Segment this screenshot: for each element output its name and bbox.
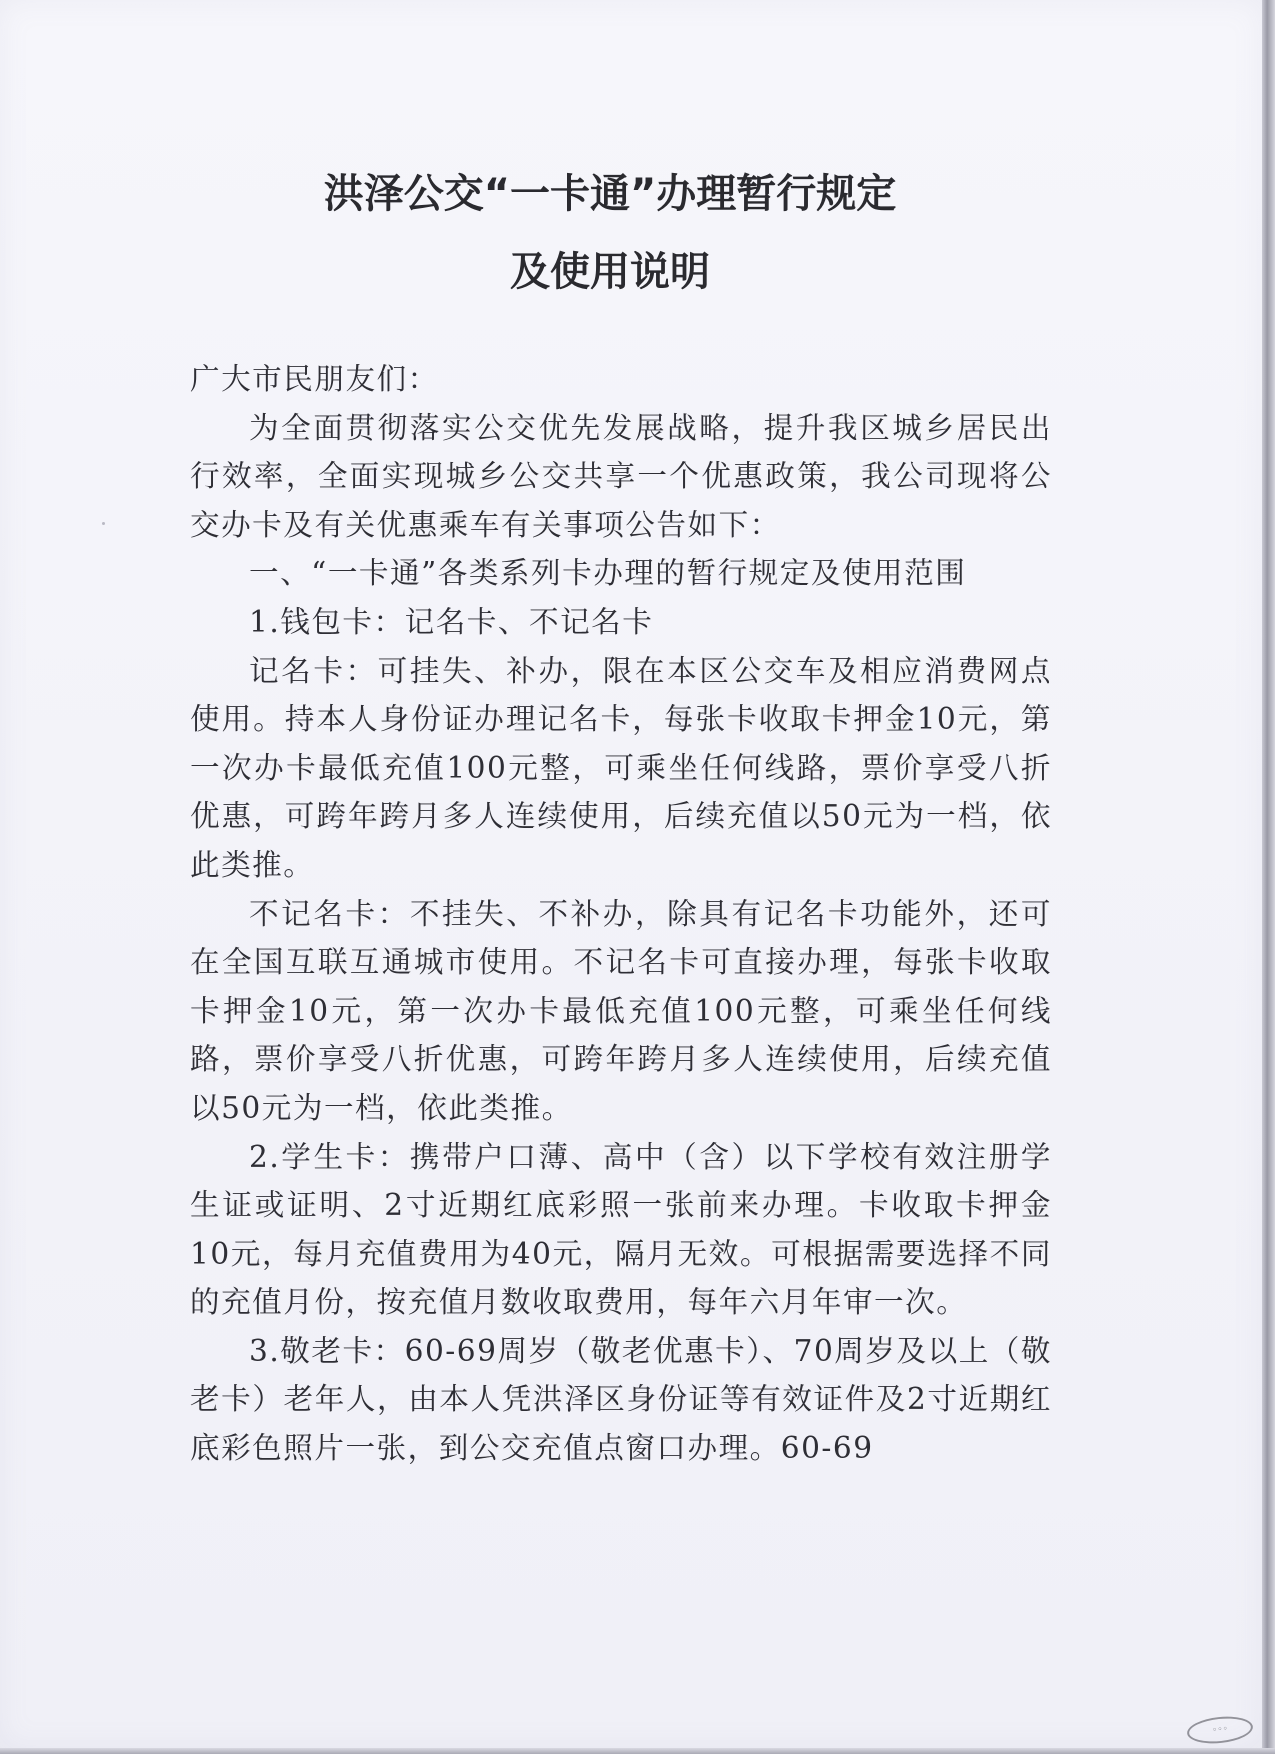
paragraph-student-card: 2.学生卡：携带户口薄、高中（含）以下学校有效注册学生证或证明、2寸近期红底彩照一张前来办理。卡收取卡押金10元，每月充值费用为40元，隔月无效。可根据需要选择不同的充值月份，按充值月数收取费用，每年六月年审一次。 bbox=[190, 1139, 1052, 1320]
title-line-2: 及使用说明 bbox=[510, 249, 710, 295]
scan-edge-bottom bbox=[0, 1748, 1275, 1754]
scan-edge-right bbox=[1262, 0, 1275, 1754]
document-title bbox=[0, 155, 1220, 311]
document-body bbox=[190, 355, 1052, 1473]
section-heading-1: 一、“一卡通”各类系列卡办理的暂行规定及使用范围 bbox=[249, 556, 967, 591]
title-line-1: 洪泽公交“一卡通”办理暂行规定 bbox=[323, 171, 897, 217]
paragraph-intro: 为全面贯彻落实公交优先发展战略，提升我区城乡居民出行效率，全面实现城乡公交共享一个优惠政策，我公司现将公交办卡及有关优惠乘车有关事项公告如下： bbox=[190, 410, 1052, 542]
scanner-stamp-logo: ◦◦◦ bbox=[1186, 1714, 1254, 1747]
paragraph-registered-card: 记名卡：可挂失、补办，限在本区公交车及相应消费网点使用。持本人身份证办理记名卡，每张卡收取卡押金10元，第一次办卡最低充值100元整，可乘坐任何线路，票价享受八折优惠，可跨年跨月多人连续使用，后续充值以50元为一档，依此类推。 bbox=[190, 653, 1052, 882]
paragraph-unregistered-card: 不记名卡：不挂失、不补办，除具有记名卡功能外，还可在全国互联互通城市使用。不记名卡可直接办理，每张卡收取卡押金10元，第一次办卡最低充值100元整，可乘坐任何线路，票价享受八折优惠，可跨年跨月多人连续使用，后续充值以50元为一档，依此类推。 bbox=[190, 896, 1052, 1125]
salutation: 广大市民朋友们： bbox=[190, 362, 439, 396]
scan-speck bbox=[102, 522, 105, 525]
paragraph-senior-card: 3.敬老卡：60-69周岁（敬老优惠卡）、70周岁及以上（敬老卡）老年人，由本人凭洪泽区身份证等有效证件及2寸近期红底彩色照片一张，到公交充值点窗口办理。60-69 bbox=[190, 1333, 1052, 1466]
wallet-card-heading: 1.钱包卡：记名卡、不记名卡 bbox=[249, 604, 654, 639]
